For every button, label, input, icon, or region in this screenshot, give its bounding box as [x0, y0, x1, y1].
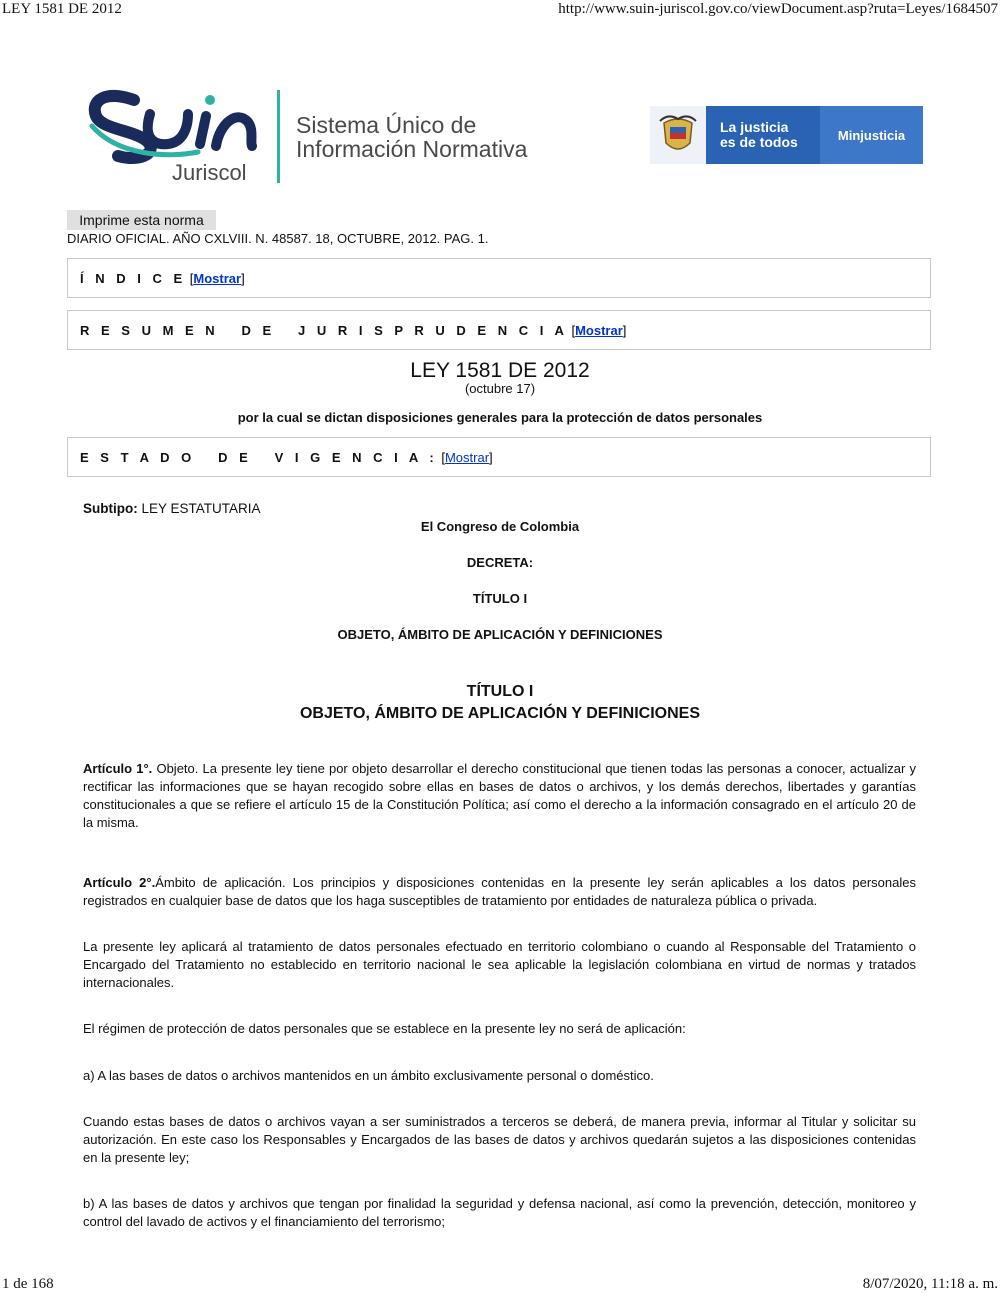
logo-divider [277, 90, 280, 183]
index-section-bar: Í N D I C E [Mostrar] [67, 258, 931, 298]
law-description: por la cual se dictan disposiciones generales para la protección de datos personales [237, 410, 763, 425]
subtype-label: Subtipo: [83, 501, 138, 516]
site-title-line1: Sistema Único de [296, 112, 477, 138]
print-norm-button[interactable]: Imprime esta norma [67, 210, 216, 230]
congress-line: El Congreso de Colombia [420, 519, 580, 534]
logo-wordmark: Juriscol [172, 160, 247, 185]
decreta-line: DECRETA: [466, 555, 534, 570]
validity-section-bar: E S T A D O D E V I G E N C I A : [Mostrar] [67, 437, 931, 477]
jurisprudence-section-bar: R E S U M E N D E J U R I S P R U D E N C I A [Mostrar] [67, 310, 931, 350]
site-title-line2: Información Normativa [296, 136, 528, 162]
article-2 [83, 874, 916, 910]
print-timestamp: 8/07/2020, 11:18 a. m. [862, 1276, 998, 1292]
article-2-text: Ámbito de aplicación. Los principios y disposiciones contenidas en la presente ley serán aplicables a los datos personales registrados en cualquier base de datos que los haga susceptibles de tratamiento por entidades de naturaleza pública o privada. [83, 875, 916, 908]
title-heading: TÍTULO I [466, 683, 534, 700]
paragraph-third-parties: Cuando estas bases de datos o archivos vayan a ser suministrados a terceros se deberá, de manera previa, informar al Titular y solicitar su autorización. En este caso los Responsables y Encargados de las bases de datos y archivos quedarán sujetos a las disposiciones contenidas en la presente ley; [83, 1114, 916, 1165]
gov-slogan-line2: es de todos [720, 134, 798, 150]
article-1-text: Objeto. La presente ley tiene por objeto desarrollar el derecho constitucional que tienen todas las personas a conocer, actualizar y rectificar las informaciones que se hayan recogido sobre ellas en bases de datos o archivos, y los demás derechos, libertades y garantías constitucionales a que se refiere el artículo 15 de la Constitución Política; así como el derecho a la información consagrado en el artículo 20 de la misma. [83, 761, 917, 830]
gov-slogan-line1: La justicia [720, 119, 789, 135]
jurisprudence-show-link[interactable]: Mostrar [575, 323, 623, 338]
subtype [83, 501, 261, 516]
law-date: (octubre 17) [464, 381, 536, 396]
paragraph-item-a: a) A las bases de datos o archivos mantenidos en un ámbito exclusivamente personal o doméstico. [83, 1068, 654, 1083]
article-1-label: Artículo 1°. [83, 761, 153, 776]
government-banner [650, 106, 923, 164]
article-2-label: Artículo 2°. [83, 875, 156, 890]
paragraph-item-b: b) A las bases de datos y archivos que tengan por finalidad la seguridad y defensa nacional, así como la prevención, detección, monitoreo y control del lavado de activos y el financiamiento del terrorismo; [83, 1196, 916, 1229]
site-title [296, 113, 527, 161]
index-show-link[interactable]: Mostrar [193, 271, 242, 286]
object-heading: OBJETO, ÁMBITO DE APLICACIÓN Y DEFINICIONES [299, 705, 701, 722]
diario-oficial-citation: DIARIO OFICIAL. AÑO CXLVIII. N. 48587. 18, OCTUBRE, 2012. PAG. 1. [67, 231, 489, 246]
title-heading-small: TÍTULO I [472, 591, 528, 606]
paragraph-territory: La presente ley aplicará al tratamiento de datos personales efectuado en territorio colombiano o cuando al Responsable del Tratamiento o Encargado del Tratamiento no establecido en territorio nacional le sea aplicable la legislación colombiana en virtud de normas y tratados internacionales. [83, 939, 916, 990]
print-header-url: http://www.suin-juriscol.gov.co/viewDocument.asp?ruta=Leyes/1684507 [558, 1, 998, 17]
print-header-title: LEY 1581 DE 2012 [2, 1, 122, 17]
validity-show-link[interactable]: Mostrar [444, 450, 490, 465]
law-title: LEY 1581 DE 2012 [410, 359, 590, 382]
validity-section-label: E S T A D O D E V I G E N C I A : [80, 450, 438, 465]
index-section-label: Í N D I C E [80, 271, 187, 286]
coat-of-arms-icon [650, 106, 706, 164]
jurisprudence-section-label: R E S U M E N D E J U R I S P R U D E N C I A [80, 323, 568, 338]
ministry-label: Minjusticia [820, 106, 923, 164]
paragraph-exceptions-intro: El régimen de protección de datos personales que se establece en la presente ley no será de aplicación: [83, 1021, 686, 1036]
article-1 [83, 760, 916, 832]
object-heading-small: OBJETO, ÁMBITO DE APLICACIÓN Y DEFINICIONES [337, 627, 663, 642]
page-count: 1 de 168 [2, 1276, 54, 1292]
gov-slogan [706, 106, 820, 164]
suin-juriscol-logo [88, 86, 268, 186]
subtype-value: LEY ESTATUTARIA [141, 501, 261, 516]
